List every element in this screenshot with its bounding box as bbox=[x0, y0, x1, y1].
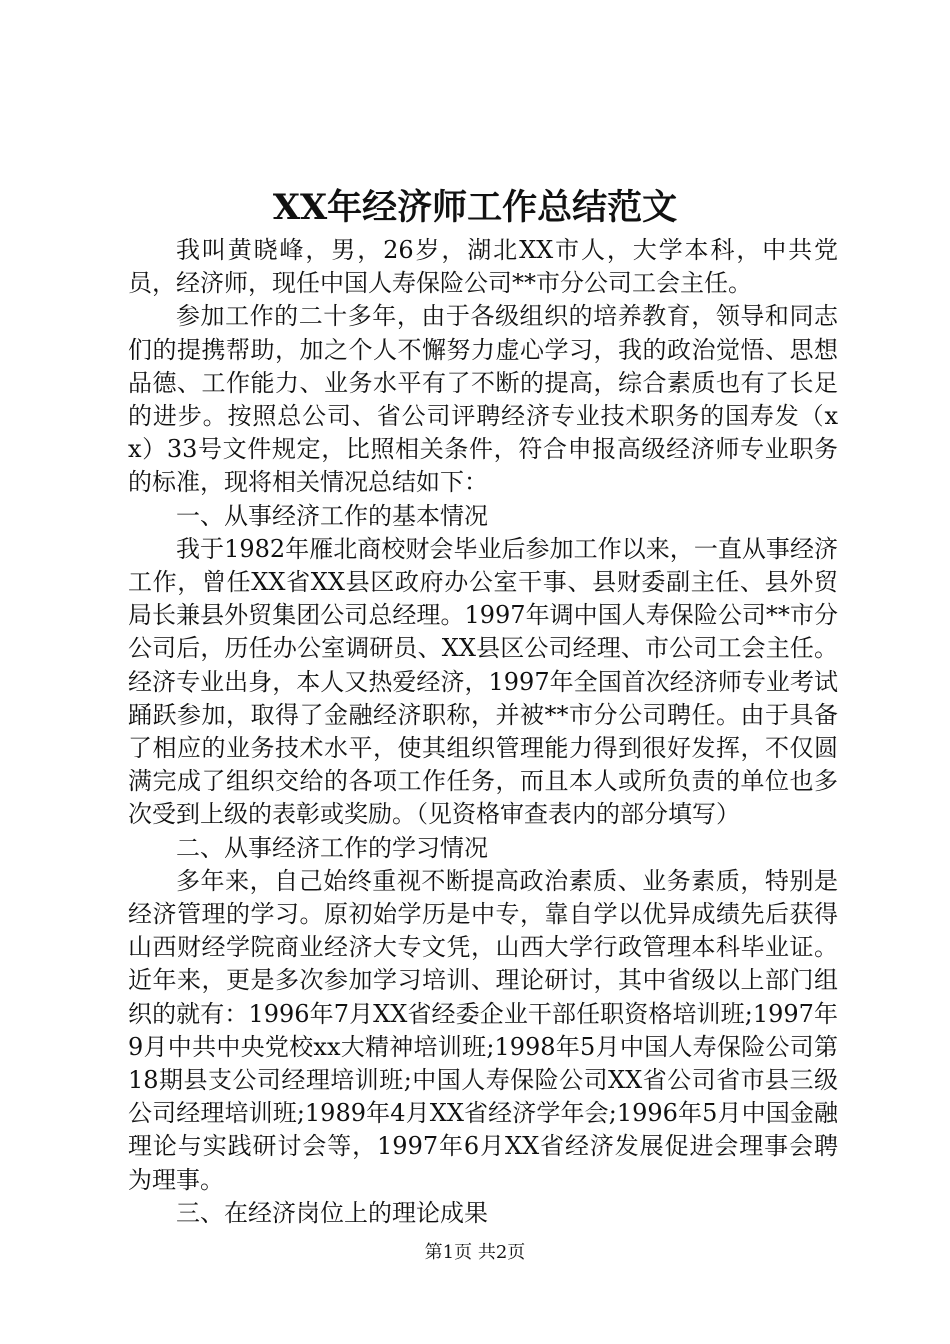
paragraph-overview: 参加工作的二十多年，由于各级组织的培养教育，领导和同志们的提携帮助，加之个人不懈努力虚心学习，我的政治觉悟、思想品德、工作能力、业务水平有了不断的提高，综合素质也有了长足的进步。按照总公司、省公司评聘经济专业技术职务的国寿发（xx）33号文件规定，比照相关条件，符合申报高级经济师专业职务的标准，现将相关情况总结如下： bbox=[128, 302, 838, 497]
document-body bbox=[128, 234, 838, 1230]
paragraph-intro: 我叫黄晓峰，男，26岁，湖北XX市人，大学本科，中共党员，经济师，现任中国人寿保险公司**市分公司工会主任。 bbox=[128, 236, 838, 298]
section-heading-3: 三、在经济岗位上的理论成果 bbox=[176, 1198, 488, 1227]
page-number: 第1页 共2页 bbox=[424, 1242, 526, 1263]
paragraph-study: 多年来，自己始终重视不断提高政治素质、业务素质，特别是经济管理的学习。原初始学历是中专，靠自学以优异成绩先后获得山西财经学院商业经济大专文凭，山西大学行政管理本科毕业证。近年来，更是多次参加学习培训、理论研讨，其中省级以上部门组织的就有：1996年7月XX省经委企业干部任职资格培训班;1997年9月中共中央党校xx大精神培训班;1998年5月中国人寿保险公司第18期县支公司经理培训班;中国人寿保险公司XX省公司省市县三级公司经理培训班;1989年4月XX省经济学年会;1996年5月中国金融理论与实践研讨会等，1997年6月XX省经济发展促进会理事会聘为理事。 bbox=[128, 866, 838, 1194]
section-heading-1: 一、从事经济工作的基本情况 bbox=[176, 501, 488, 530]
paragraph-work-history: 我于1982年雁北商校财会毕业后参加工作以来，一直从事经济工作，曾任XX省XX县区政府办公室干事、县财委副主任、县外贸局长兼县外贸集团公司总经理。1997年调中国人寿保险公司**市分公司后，历任办公室调研员、XX县区公司经理、市公司工会主任。经济专业出身，本人又热爱经济，1997年全国首次经济师专业考试踊跃参加，取得了金融经济职称，并被**市分公司聘任。由于具备了相应的业务技术水平，使其组织管理能力得到很好发挥，不仅圆满完成了组织交给的各项工作任务，而且本人或所负责的单位也多次受到上级的表彰或奖励。（见资格审查表内的部分填写） bbox=[128, 534, 838, 829]
document-title: XX年经济师工作总结范文 bbox=[272, 187, 678, 228]
section-heading-2: 二、从事经济工作的学习情况 bbox=[176, 833, 488, 862]
